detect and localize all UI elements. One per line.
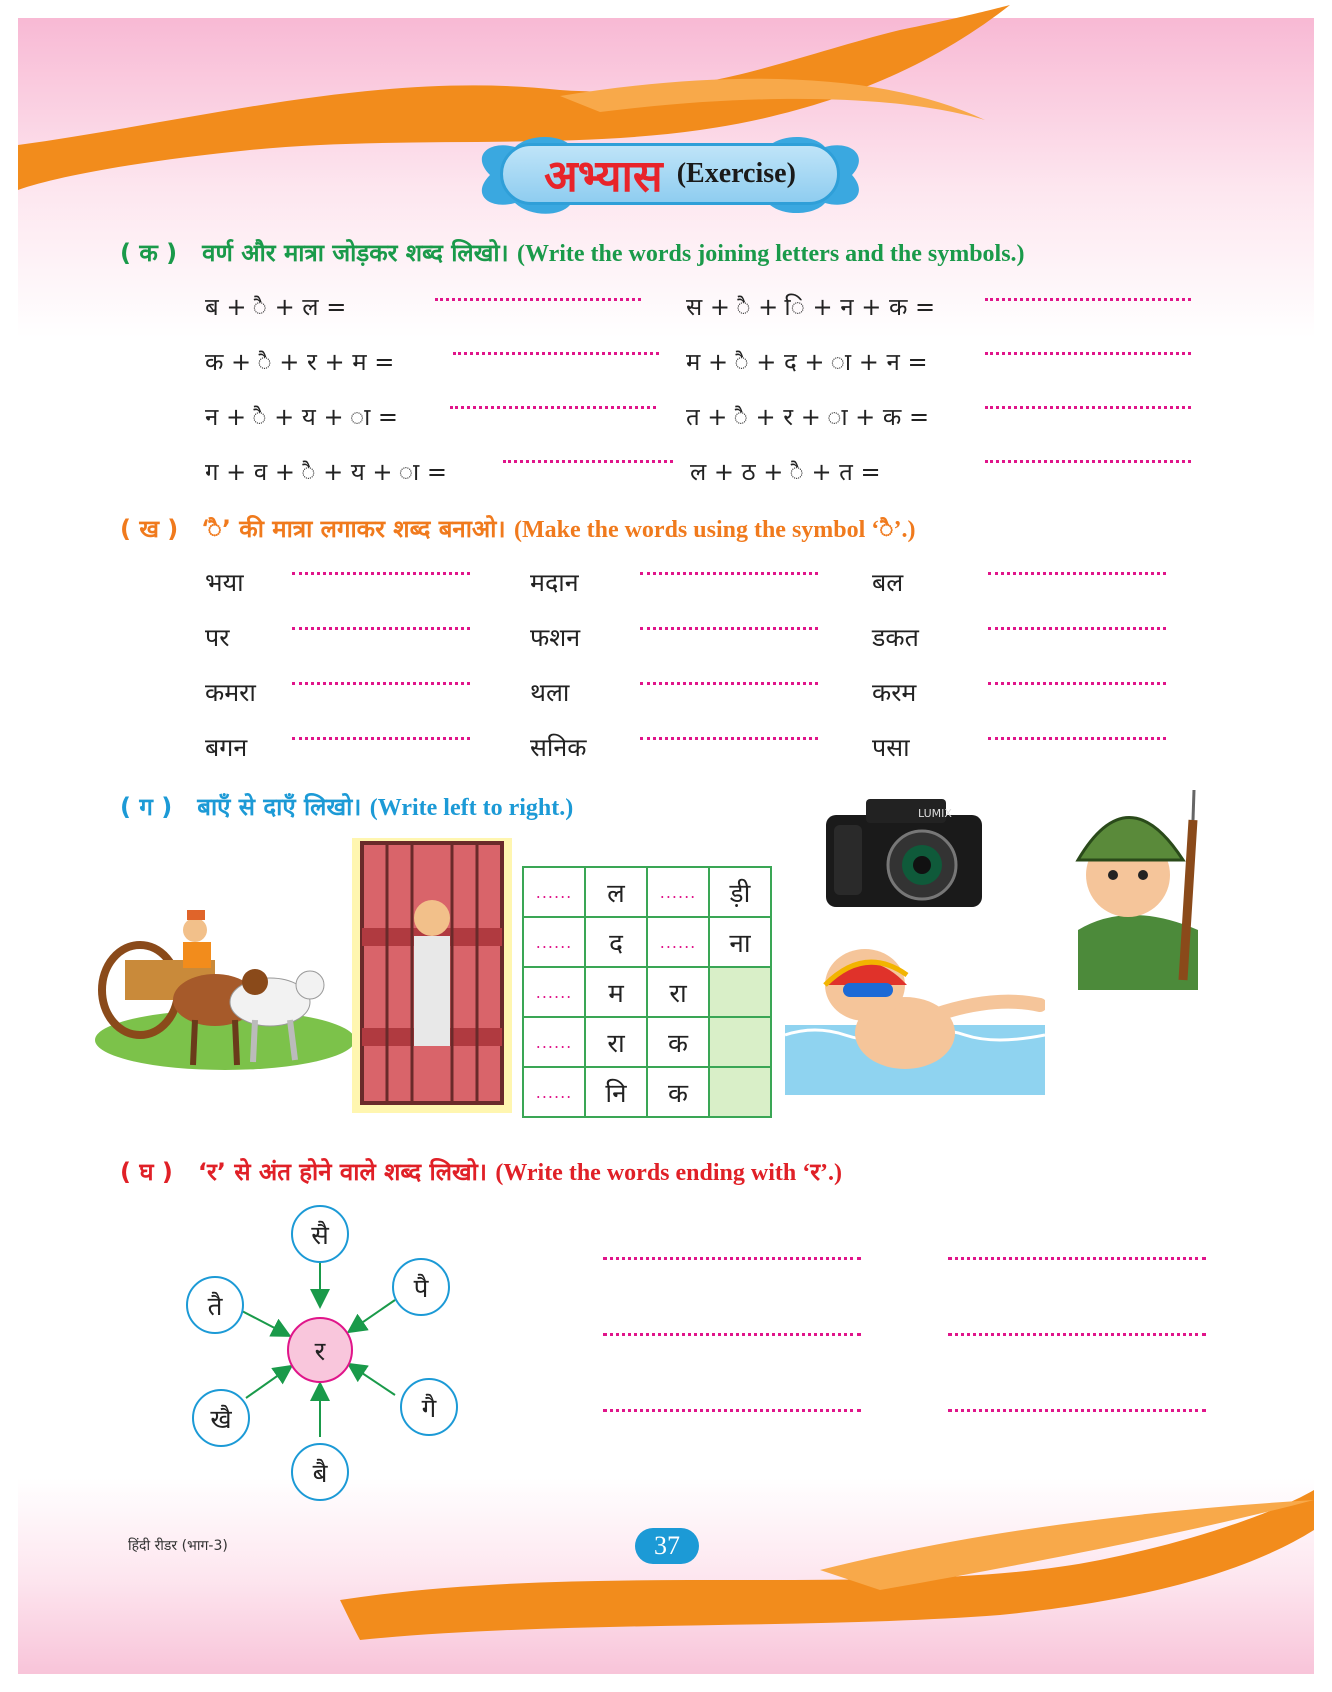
answer-line[interactable]: [640, 627, 818, 630]
answer-line[interactable]: [640, 682, 818, 685]
title-pill: [500, 143, 840, 205]
ka-left-4: ग + व + ै + य + ा =: [205, 458, 447, 486]
answer-line[interactable]: [292, 737, 470, 740]
swimmer-illustration: [785, 945, 1045, 1095]
answer-line[interactable]: [948, 1257, 1206, 1260]
grid-cell: क: [647, 1067, 709, 1117]
petal-circle: गै: [400, 1378, 458, 1436]
section-ka-heading: [120, 236, 1025, 269]
bullock-cart-illustration: [95, 890, 355, 1075]
page-number: 37: [635, 1528, 699, 1564]
section-ka-english: (Write the words joining letters and the symbols.): [517, 241, 1025, 267]
grid-filled-cell: [709, 1017, 771, 1067]
answer-line[interactable]: [988, 737, 1166, 740]
section-ka-hindi: वर्ण और मात्रा जोड़कर शब्द लिखो।: [202, 239, 509, 267]
kha-word: थला: [530, 678, 570, 707]
grid-cell: ड़ी: [709, 867, 771, 917]
title-hindi: अभ्यास: [544, 151, 663, 202]
petal-circle: खै: [192, 1389, 250, 1447]
kha-word: बल: [872, 568, 904, 597]
grid-row: [523, 917, 771, 967]
section-kha-heading: [120, 512, 916, 545]
grid-row: [523, 967, 771, 1017]
grid-blank[interactable]: ......: [647, 867, 709, 917]
grid-row: [523, 1067, 771, 1117]
answer-line[interactable]: [450, 406, 656, 409]
grid-cell: क: [647, 1017, 709, 1067]
section-gha-english: (Write the words ending with ‘र’.): [495, 1160, 842, 1186]
answer-line[interactable]: [292, 572, 470, 575]
section-ga-label: ( ग ): [120, 793, 173, 821]
title-english: (Exercise): [676, 158, 796, 189]
ka-right-2: म + ै + द + ा + न =: [686, 348, 928, 376]
kha-word: कमरा: [205, 678, 256, 707]
grid-filled-cell: [709, 967, 771, 1017]
grid-blank[interactable]: ......: [523, 867, 585, 917]
center-circle: र: [287, 1317, 353, 1383]
title-banner: [460, 135, 880, 215]
kha-word: फशन: [530, 623, 581, 652]
kha-word: मदान: [530, 568, 579, 597]
answer-line[interactable]: [985, 406, 1191, 409]
camera-illustration: [826, 795, 982, 907]
ka-right-3: त + ै + र + ा + क =: [686, 403, 930, 431]
answer-line[interactable]: [603, 1257, 861, 1260]
ka-right-1: स + ै + ि + न + क =: [686, 293, 936, 321]
answer-line[interactable]: [292, 682, 470, 685]
grid-blank[interactable]: ......: [523, 917, 585, 967]
jail-illustration: [352, 838, 512, 1113]
answer-line[interactable]: [948, 1409, 1206, 1412]
kha-word: भया: [205, 568, 244, 597]
answer-line[interactable]: [985, 298, 1191, 301]
petal-circle: पै: [392, 1258, 450, 1316]
section-kha-hindi: ‘ै’ की मात्रा लगाकर शब्द बनाओ।: [203, 515, 506, 543]
section-ga-english: (Write left to right.): [369, 795, 574, 821]
answer-line[interactable]: [453, 352, 659, 355]
kha-word: पसा: [872, 733, 910, 762]
answer-line[interactable]: [985, 460, 1191, 463]
answer-line[interactable]: [292, 627, 470, 630]
answer-line[interactable]: [503, 460, 673, 463]
answer-line[interactable]: [640, 737, 818, 740]
answer-line[interactable]: [435, 298, 641, 301]
grid-cell: ना: [709, 917, 771, 967]
kha-word: करम: [872, 678, 917, 707]
grid-row: [523, 1017, 771, 1067]
section-kha-label: ( ख ): [120, 515, 179, 543]
kha-word: डकत: [872, 623, 919, 652]
grid-blank[interactable]: ......: [523, 1067, 585, 1117]
grid-filled-cell: [709, 1067, 771, 1117]
answer-line[interactable]: [603, 1333, 861, 1336]
grid-cell: म: [585, 967, 647, 1017]
soldier-illustration: [1058, 780, 1218, 990]
grid-cell: रा: [585, 1017, 647, 1067]
answer-line[interactable]: [948, 1333, 1206, 1336]
grid-cell: रा: [647, 967, 709, 1017]
ka-left-3: न + ै + य + ा =: [205, 403, 399, 431]
grid-cell: नि: [585, 1067, 647, 1117]
answer-line[interactable]: [988, 682, 1166, 685]
section-gha-heading: [120, 1155, 842, 1188]
section-gha-hindi: ‘र’ से अंत होने वाले शब्द लिखो।: [197, 1158, 487, 1186]
kha-word: पर: [205, 623, 230, 652]
petal-circle: तै: [186, 1276, 244, 1334]
section-ka-label: ( क ): [120, 239, 178, 267]
answer-line[interactable]: [640, 572, 818, 575]
grid-cell: द: [585, 917, 647, 967]
answer-line[interactable]: [603, 1409, 861, 1412]
book-title: हिंदी रीडर (भाग-3): [128, 1538, 228, 1554]
petal-circle: बै: [291, 1443, 349, 1501]
ka-left-2: क + ै + र + म =: [205, 348, 395, 376]
kha-word: सनिक: [530, 733, 587, 762]
ka-left-1: ब + ै + ल =: [205, 293, 347, 321]
petal-circle: सै: [291, 1205, 349, 1263]
section-ga-hindi: बाएँ से दाएँ लिखो।: [197, 793, 362, 821]
answer-line[interactable]: [988, 572, 1166, 575]
grid-blank[interactable]: ......: [523, 1017, 585, 1067]
camera-brand: LUMIX: [918, 807, 952, 820]
grid-blank[interactable]: ......: [523, 967, 585, 1017]
kha-word: बगन: [205, 733, 248, 762]
section-gha-label: ( घ ): [120, 1158, 173, 1186]
section-kha-english: (Make the words using the symbol ‘ै’.): [513, 517, 916, 543]
grid-blank[interactable]: ......: [647, 917, 709, 967]
section-ga-heading: [120, 790, 573, 823]
grid-row: [523, 867, 771, 917]
answer-line[interactable]: [985, 352, 1191, 355]
ka-right-4: ल + ठ + ै + त =: [690, 458, 881, 486]
answer-line[interactable]: [988, 627, 1166, 630]
grid-cell: ल: [585, 867, 647, 917]
letter-grid: [522, 866, 772, 1118]
